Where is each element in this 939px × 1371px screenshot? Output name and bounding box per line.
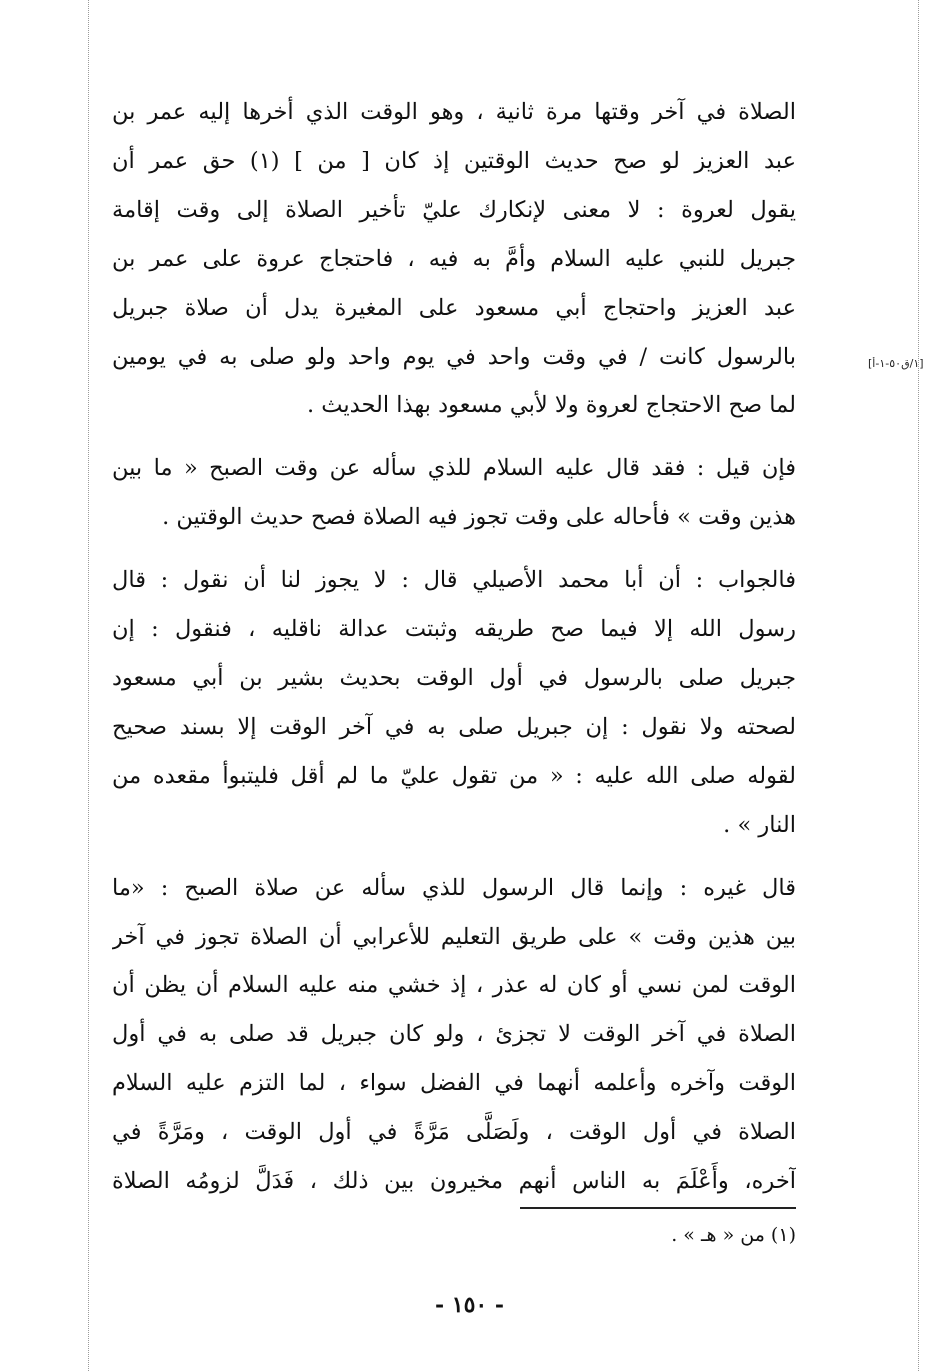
- text-line: لما صح الاحتجاج لعروة ولا لأبي مسعود بهذا الحديث .: [307, 392, 796, 419]
- manuscript-folio-note: [١/ق٥٠-١-أ]: [868, 357, 924, 370]
- paragraph-2: [112, 444, 796, 542]
- text-line: فإن قيل : فقد قال عليه السلام للذي سأله عن وقت الصبح « ما بين: [112, 455, 796, 482]
- text-line: الصلاة في أول الوقت ، ولَصَلَّى مَرَّةً في أول الوقت ، ومَرَّةً في: [112, 1119, 796, 1146]
- text-line: لصحته ولا نقول : إن جبريل صلى به في آخر الوقت إلا بسند صحيح: [112, 713, 796, 740]
- text-line: الوقت وآخره وأعلمه أنهما في الفضل سواء ، لما التزم عليه السلام: [112, 1070, 796, 1097]
- text-line: النار » .: [723, 811, 796, 838]
- text-line: آخره، وأَعْلَمَ به الناس أنهم مخيرون بين ذلك ، فَدَلَّ لزومُه الصلاة: [112, 1168, 796, 1195]
- paragraph-1: [112, 88, 796, 430]
- text-line: عبد العزيز لو صح حديث الوقتين إذ كان [ من ] (١) حق عمر أن: [112, 147, 796, 174]
- page-body: [112, 88, 796, 1206]
- page-number: - ١٥٠ -: [434, 1292, 505, 1318]
- page-edge-right: [918, 0, 919, 1371]
- text-line: بين هذين وقت » على طريق التعليم للأعرابي أن الصلاة تجوز في آخر: [112, 923, 796, 950]
- text-line: فالجواب : أن أبا محمد الأصيلي قال : لا يجوز لنا أن نقول : قال: [112, 567, 796, 594]
- text-line: جبريل صلى بالرسول في أول الوقت بحديث بشير بن أبي مسعود: [112, 664, 796, 691]
- paragraph-4: [112, 864, 796, 1206]
- footnote-divider: [520, 1207, 796, 1209]
- text-line: بالرسول كانت / في وقت واحد في يوم واحد ولو صلى به في يومين: [112, 343, 796, 370]
- text-line: يقول لعروة : لا معنى لإنكارك عليّ تأخير الصلاة إلى وقت إقامة: [112, 196, 796, 223]
- text-line: هذين وقت » فأحاله على وقت تجوز فيه الصلاة فصح حديث الوقتين .: [162, 504, 796, 531]
- text-line: الصلاة في آخر وقتها مرة ثانية ، وهو الوقت الذي أخرها إليه عمر بن: [112, 99, 796, 125]
- text-line: لقوله صلى الله عليه : « من تقول عليّ ما لم أقل فليتبوأ مقعده من: [112, 762, 796, 789]
- paragraph-3: [112, 556, 796, 849]
- text-line: الوقت لمن نسي أو كان له عذر ، إذ خشي منه عليه السلام أن يظن أن: [112, 972, 796, 999]
- text-line: جبريل للنبي عليه السلام وأمَّ به فيه ، فاحتجاج عروة على عمر بن: [112, 245, 796, 272]
- page-edge-left: [88, 0, 89, 1371]
- text-line: عبد العزيز واحتجاج أبي مسعود على المغيرة يدل أن صلاة جبريل: [112, 294, 796, 321]
- text-line: رسول الله إلا فيما صح طريقه وثبتت عدالة ناقليه ، فنقول : إن: [112, 616, 796, 643]
- text-line: الصلاة في آخر الوقت لا تجزئ ، ولو كان جبريل قد صلى به في أول: [112, 1021, 796, 1048]
- text-line: قال غيره : وإنما قال الرسول للذي سأله عن صلاة الصبح : «ما: [112, 874, 796, 901]
- footnote: (١) من « هـ » .: [671, 1224, 796, 1246]
